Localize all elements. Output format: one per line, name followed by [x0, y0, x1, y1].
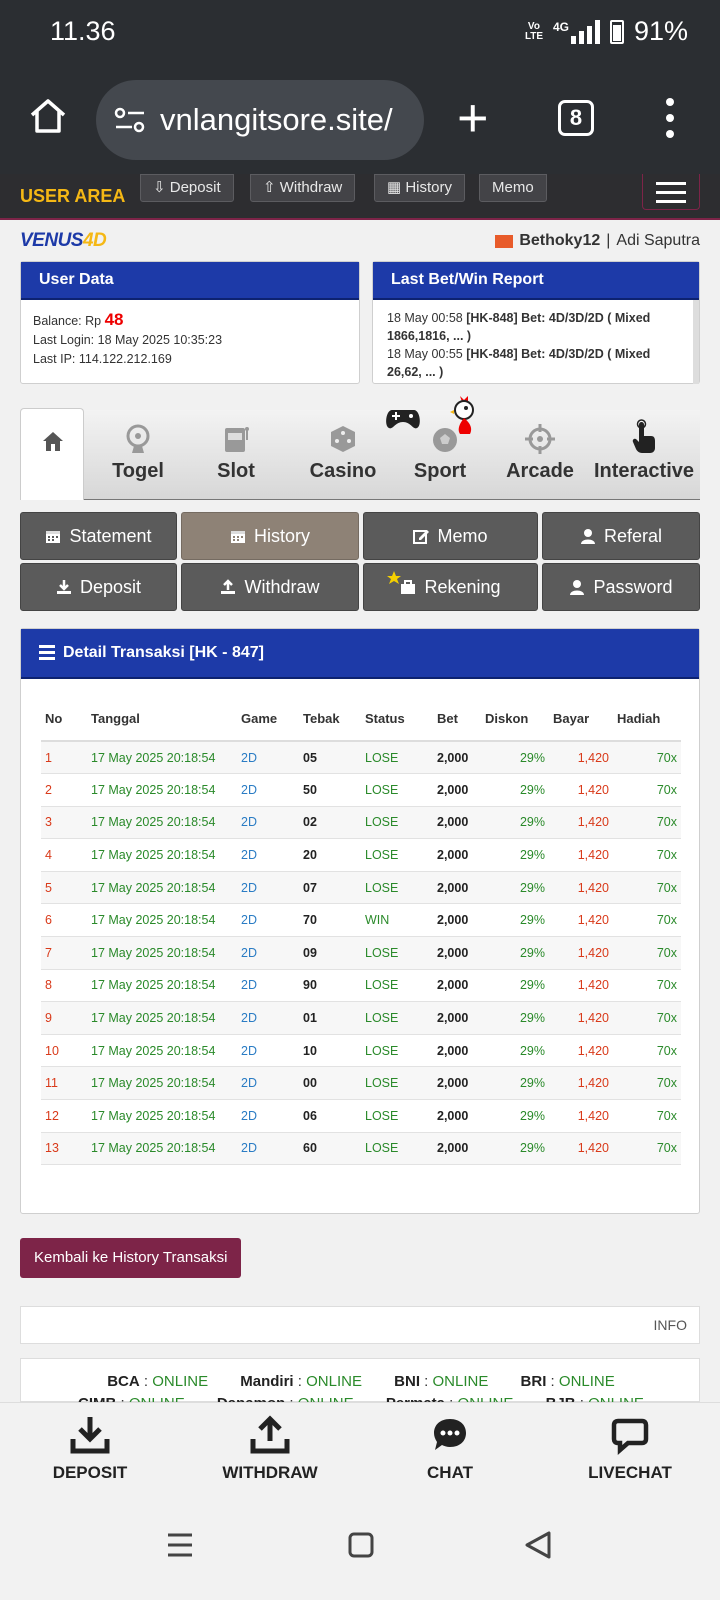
cell-tanggal: 17 May 2025 20:18:54 — [87, 741, 237, 774]
volte-indicator: Vo LTE — [524, 20, 544, 42]
rekening-button[interactable] — [363, 563, 538, 611]
info-bar — [20, 1306, 700, 1344]
lottery-icon — [124, 424, 152, 454]
cell-status: LOSE — [361, 1067, 433, 1100]
last-bet-time: 18 May 00:55 — [387, 347, 463, 361]
site-logo[interactable] — [20, 230, 106, 252]
cell-game: 2D — [237, 937, 299, 970]
tab-casino[interactable] — [295, 410, 391, 500]
tab-slot-label: Slot — [217, 460, 255, 482]
dice-icon — [329, 424, 357, 454]
cell-no: 9 — [41, 1002, 87, 1035]
cell-tebak: 09 — [299, 937, 361, 970]
bank-name: BCA — [107, 1373, 140, 1390]
cell-no: 11 — [41, 1067, 87, 1100]
cell-bet: 2,000 — [433, 1132, 481, 1165]
network-type: 4G — [552, 19, 569, 34]
bank-status: BNI : ONLINE — [394, 1373, 489, 1390]
nav-chat-label: CHAT — [427, 1463, 473, 1482]
cell-tanggal: 17 May 2025 20:18:54 — [87, 1132, 237, 1165]
cell-no: 8 — [41, 969, 87, 1002]
cell-status: LOSE — [361, 969, 433, 1002]
last-bet-text: [HK-848] Bet: 4D/3D/2D ( Mixed 1866,1816, ... ) — [387, 311, 651, 343]
cell-no: 1 — [41, 741, 87, 774]
tab-casino-label: Casino — [309, 460, 377, 482]
cell-diskon: 29% — [481, 1067, 549, 1100]
cell-bet: 2,000 — [433, 904, 481, 937]
bank-row — [21, 1373, 701, 1390]
cell-bayar: 1,420 — [549, 806, 613, 839]
tab-sport-label: Sport — [413, 460, 467, 482]
ua-history-button[interactable]: ▦ History — [374, 174, 465, 202]
battery-icon — [610, 20, 624, 44]
user-fullname: Adi Saputra — [616, 232, 700, 249]
table-row — [41, 871, 681, 904]
cell-tebak: 06 — [299, 1100, 361, 1133]
history-label: History — [253, 525, 310, 546]
table-row — [41, 969, 681, 1002]
cell-status: LOSE — [361, 774, 433, 807]
cell-diskon: 29% — [481, 839, 549, 872]
ua-withdraw-button[interactable]: ⇧ Withdraw — [250, 174, 355, 202]
cell-status: LOSE — [361, 806, 433, 839]
cell-diskon: 29% — [481, 904, 549, 937]
download-icon — [56, 579, 72, 595]
cell-bayar: 1,420 — [549, 774, 613, 807]
last-bet-list[interactable] — [373, 300, 699, 384]
last-ip: Last IP: 114.122.212.169 — [33, 352, 172, 366]
tab-togel-label: Togel — [112, 460, 164, 482]
cell-bet: 2,000 — [433, 1100, 481, 1133]
home-icon[interactable] — [28, 96, 68, 136]
tab-interactive-label: Interactive — [593, 460, 695, 482]
hamburger-menu-icon[interactable] — [642, 174, 700, 210]
cell-status: LOSE — [361, 839, 433, 872]
system-navigation-bar — [0, 1490, 720, 1600]
bank-online: ONLINE — [306, 1373, 362, 1390]
cell-diskon: 29% — [481, 871, 549, 904]
cell-game: 2D — [237, 1034, 299, 1067]
cell-hadiah: 70x — [613, 1002, 681, 1035]
url-text: vnlangitsore.site/ — [160, 102, 393, 137]
cell-status: WIN — [361, 904, 433, 937]
cell-bet: 2,000 — [433, 969, 481, 1002]
statement-button[interactable] — [20, 512, 177, 560]
withdraw-button[interactable] — [181, 563, 359, 611]
cell-game: 2D — [237, 871, 299, 904]
bank-online: ONLINE — [152, 1373, 209, 1390]
cell-tanggal: 17 May 2025 20:18:54 — [87, 969, 237, 1002]
last-bet-item — [387, 345, 679, 381]
deposit-button[interactable] — [20, 563, 177, 611]
statement-label: Statement — [69, 525, 152, 546]
browser-menu-icon[interactable] — [665, 98, 675, 142]
cell-tanggal: 17 May 2025 20:18:54 — [87, 871, 237, 904]
cell-hadiah: 70x — [613, 1100, 681, 1133]
nav-livechat-label: LIVECHAT — [588, 1463, 672, 1482]
cell-bet: 2,000 — [433, 839, 481, 872]
address-bar[interactable] — [96, 80, 424, 160]
cell-no: 7 — [41, 937, 87, 970]
cell-hadiah: 70x — [613, 839, 681, 872]
cell-tanggal: 17 May 2025 20:18:54 — [87, 904, 237, 937]
touch-hand-icon — [631, 420, 657, 454]
mail-icon[interactable] — [495, 235, 513, 248]
edit-icon — [413, 528, 429, 544]
cell-diskon: 29% — [481, 937, 549, 970]
cell-tanggal: 17 May 2025 20:18:54 — [87, 774, 237, 807]
tab-arcade-label: Arcade — [506, 460, 574, 482]
back-to-history-button[interactable]: Kembali ke History Transaksi — [20, 1238, 241, 1278]
balance-line — [33, 310, 347, 331]
cell-bayar: 1,420 — [549, 904, 613, 937]
cell-status: LOSE — [361, 1002, 433, 1035]
ua-history-label: History — [405, 179, 453, 196]
table-row — [41, 806, 681, 839]
cell-tanggal: 17 May 2025 20:18:54 — [87, 937, 237, 970]
cell-tebak: 50 — [299, 774, 361, 807]
user-icon — [580, 528, 596, 544]
tab-togel[interactable] — [88, 410, 188, 500]
cell-bayar: 1,420 — [549, 1002, 613, 1035]
cell-tebak: 05 — [299, 741, 361, 774]
nav-deposit-label: DEPOSIT — [52, 1463, 128, 1482]
nav-livechat[interactable] — [580, 1413, 680, 1483]
tab-arcade[interactable] — [490, 410, 590, 500]
detail-title: Detail Transaksi [HK - 847] — [63, 644, 264, 661]
cell-no: 5 — [41, 871, 87, 904]
cell-tebak: 60 — [299, 1132, 361, 1165]
balance-label: Balance: Rp — [33, 314, 102, 328]
cell-status: LOSE — [361, 871, 433, 904]
memo-label: Memo — [437, 525, 488, 546]
last-login: Last Login: 18 May 2025 10:35:23 — [33, 333, 223, 347]
col-no: No — [41, 697, 87, 741]
cell-diskon: 29% — [481, 1100, 549, 1133]
cell-diskon: 29% — [481, 1002, 549, 1035]
upload-icon — [250, 1415, 290, 1455]
cell-bayar: 1,420 — [549, 741, 613, 774]
cell-status: LOSE — [361, 1132, 433, 1165]
cell-bayar: 1,420 — [549, 871, 613, 904]
col-tanggal: Tanggal — [87, 697, 237, 741]
last-bet-panel — [372, 261, 700, 384]
cell-bayar: 1,420 — [549, 969, 613, 1002]
cell-tebak: 90 — [299, 969, 361, 1002]
referal-button[interactable] — [542, 512, 700, 560]
status-icons — [525, 16, 688, 47]
cell-bet: 2,000 — [433, 937, 481, 970]
upload-icon — [220, 579, 236, 595]
balance-value: 48 — [104, 310, 124, 329]
tab-home[interactable] — [20, 408, 84, 500]
cell-no: 12 — [41, 1100, 87, 1133]
info-label: INFO — [653, 1317, 687, 1333]
history-button[interactable] — [181, 512, 359, 560]
cell-hadiah: 70x — [613, 969, 681, 1002]
cell-tebak: 07 — [299, 871, 361, 904]
cell-tebak: 01 — [299, 1002, 361, 1035]
cell-tanggal: 17 May 2025 20:18:54 — [87, 1100, 237, 1133]
gamepad-icon — [384, 406, 422, 432]
col-diskon: Diskon — [481, 697, 549, 741]
cell-tebak: 02 — [299, 806, 361, 839]
status-time: 11.36 — [50, 16, 116, 46]
signal-icon — [571, 20, 600, 44]
cell-status: LOSE — [361, 937, 433, 970]
table-header-row — [41, 697, 681, 741]
cell-bet: 2,000 — [433, 871, 481, 904]
cell-bet: 2,000 — [433, 806, 481, 839]
username: Bethoky12 — [519, 232, 601, 249]
tab-slot[interactable] — [196, 410, 276, 500]
cell-hadiah: 70x — [613, 1034, 681, 1067]
cell-tebak: 10 — [299, 1034, 361, 1067]
tab-sport[interactable] — [392, 410, 488, 500]
ua-memo-button[interactable] — [479, 174, 547, 202]
list-icon — [39, 645, 55, 660]
cell-game: 2D — [237, 806, 299, 839]
cell-game: 2D — [237, 839, 299, 872]
cell-game: 2D — [237, 1132, 299, 1165]
cell-no: 2 — [41, 774, 87, 807]
home-icon — [41, 429, 65, 453]
cell-no: 4 — [41, 839, 87, 872]
last-bet-item — [387, 309, 679, 345]
cell-game: 2D — [237, 1002, 299, 1035]
bank-name: Mandiri — [240, 1373, 294, 1390]
cell-hadiah: 70x — [613, 904, 681, 937]
cell-no: 13 — [41, 1132, 87, 1165]
bank-status: BCA : ONLINE — [107, 1373, 209, 1390]
table-body — [41, 741, 681, 1165]
cell-diskon: 29% — [481, 774, 549, 807]
tab-switcher-button[interactable]: 8 — [558, 100, 594, 136]
cell-hadiah: 70x — [613, 806, 681, 839]
cell-tebak: 70 — [299, 904, 361, 937]
cell-tebak: 20 — [299, 839, 361, 872]
cell-bet: 2,000 — [433, 1034, 481, 1067]
table-row — [41, 1034, 681, 1067]
password-label: Password — [593, 576, 673, 597]
user-area-bar — [0, 174, 720, 220]
cell-tanggal: 17 May 2025 20:18:54 — [87, 1002, 237, 1035]
col-bet: Bet — [433, 697, 481, 741]
cell-status: LOSE — [361, 741, 433, 774]
logo-main: VENUS — [20, 230, 83, 251]
col-tebak: Tebak — [299, 697, 361, 741]
cell-bet: 2,000 — [433, 774, 481, 807]
ua-deposit-label: Deposit — [169, 179, 221, 196]
cell-tanggal: 17 May 2025 20:18:54 — [87, 839, 237, 872]
cell-bayar: 1,420 — [549, 1132, 613, 1165]
cell-game: 2D — [237, 774, 299, 807]
rekening-label: Rekening — [424, 576, 501, 597]
cell-game: 2D — [237, 741, 299, 774]
detail-transaksi-panel — [20, 628, 700, 1214]
table-row — [41, 904, 681, 937]
table-row — [41, 1132, 681, 1165]
bank-status: BRI : ONLINE — [520, 1373, 615, 1390]
last-bet-time: 18 May 00:58 — [387, 311, 463, 325]
cell-diskon: 29% — [481, 741, 549, 774]
site-settings-icon[interactable] — [114, 106, 146, 134]
cell-no: 3 — [41, 806, 87, 839]
ua-memo-label: Memo — [492, 179, 534, 196]
cell-tanggal: 17 May 2025 20:18:54 — [87, 1034, 237, 1067]
cell-bet: 2,000 — [433, 1067, 481, 1100]
slot-machine-icon — [223, 422, 249, 454]
cell-hadiah: 70x — [613, 937, 681, 970]
chat-bubble-icon — [432, 1417, 468, 1453]
nav-deposit[interactable] — [40, 1413, 140, 1483]
user-icon — [569, 579, 585, 595]
last-bet-title: Last Bet/Win Report — [373, 262, 699, 300]
cell-diskon: 29% — [481, 1034, 549, 1067]
cell-bayar: 1,420 — [549, 1067, 613, 1100]
password-button[interactable] — [542, 563, 700, 611]
table-row — [41, 774, 681, 807]
cell-hadiah: 70x — [613, 741, 681, 774]
table-row — [41, 937, 681, 970]
home-square-icon[interactable] — [348, 1532, 374, 1558]
cell-tanggal: 17 May 2025 20:18:54 — [87, 1067, 237, 1100]
user-separator: | — [606, 232, 611, 249]
table-row — [41, 1002, 681, 1035]
col-status: Status — [361, 697, 433, 741]
cell-hadiah: 70x — [613, 871, 681, 904]
cell-bet: 2,000 — [433, 1002, 481, 1035]
browser-toolbar — [0, 66, 720, 174]
message-square-icon — [612, 1417, 648, 1453]
cell-tebak: 00 — [299, 1067, 361, 1100]
cell-bayar: 1,420 — [549, 1100, 613, 1133]
bank-name: BNI — [394, 1373, 420, 1390]
table-row — [41, 839, 681, 872]
user-area-title: USER AREA — [20, 186, 126, 206]
table-row — [41, 1067, 681, 1100]
tab-interactive[interactable] — [588, 410, 700, 500]
cell-no: 10 — [41, 1034, 87, 1067]
user-data-panel — [20, 261, 360, 384]
cell-bayar: 1,420 — [549, 937, 613, 970]
withdraw-label: Withdraw — [244, 576, 320, 597]
user-info — [495, 232, 700, 250]
cell-status: LOSE — [361, 1100, 433, 1133]
deposit-label: Deposit — [79, 576, 142, 597]
bank-name: BRI — [520, 1373, 547, 1390]
col-bayar: Bayar — [549, 697, 613, 741]
crosshair-icon — [525, 424, 555, 454]
nav-withdraw[interactable] — [210, 1413, 330, 1483]
status-bar — [0, 0, 720, 66]
col-hadiah: Hadiah — [613, 697, 681, 741]
cell-no: 6 — [41, 904, 87, 937]
calendar-icon — [230, 528, 246, 544]
cell-game: 2D — [237, 1100, 299, 1133]
calendar-icon — [45, 528, 61, 544]
cell-bayar: 1,420 — [549, 839, 613, 872]
cell-tanggal: 17 May 2025 20:18:54 — [87, 806, 237, 839]
ua-withdraw-label: Withdraw — [279, 179, 343, 196]
cell-diskon: 29% — [481, 969, 549, 1002]
nav-withdraw-label: WITHDRAW — [222, 1463, 318, 1482]
cell-diskon: 29% — [481, 1132, 549, 1165]
category-tabs — [20, 410, 700, 500]
cell-bayar: 1,420 — [549, 1034, 613, 1067]
cell-bet: 2,000 — [433, 741, 481, 774]
cell-diskon: 29% — [481, 806, 549, 839]
bank-status: Mandiri : ONLINE — [240, 1373, 362, 1390]
table-row — [41, 1100, 681, 1133]
rooster-icon — [450, 394, 478, 436]
cell-game: 2D — [237, 1067, 299, 1100]
cell-hadiah: 70x — [613, 1132, 681, 1165]
recent-apps-icon[interactable] — [166, 1532, 194, 1558]
last-bet-text: [HK-848] Bet: 4D/3D/2D ( Mixed 26,62, ... ) — [387, 347, 651, 379]
table-row — [41, 741, 681, 774]
cell-hadiah: 70x — [613, 774, 681, 807]
referal-label: Referal — [603, 525, 663, 546]
bank-status-box — [20, 1358, 700, 1402]
back-triangle-icon[interactable] — [524, 1530, 552, 1560]
briefcase-icon — [400, 579, 416, 595]
download-icon — [70, 1415, 110, 1455]
nav-chat[interactable] — [400, 1413, 500, 1483]
cell-status: LOSE — [361, 1034, 433, 1067]
user-data-title: User Data — [21, 262, 359, 300]
ua-deposit-button[interactable]: ⇩ Deposit — [140, 174, 234, 202]
cell-game: 2D — [237, 969, 299, 1002]
battery-level: 91% — [633, 16, 688, 46]
bottom-nav — [0, 1402, 720, 1490]
bank-online: ONLINE — [558, 1373, 615, 1390]
detail-header — [21, 629, 699, 679]
memo-button[interactable] — [363, 512, 538, 560]
col-game: Game — [237, 697, 299, 741]
new-tab-button[interactable]: + — [457, 88, 489, 148]
cell-hadiah: 70x — [613, 1067, 681, 1100]
logo-accent: 4D — [82, 230, 107, 251]
bank-online: ONLINE — [432, 1373, 489, 1390]
cell-game: 2D — [237, 904, 299, 937]
transactions-table — [41, 697, 681, 1165]
